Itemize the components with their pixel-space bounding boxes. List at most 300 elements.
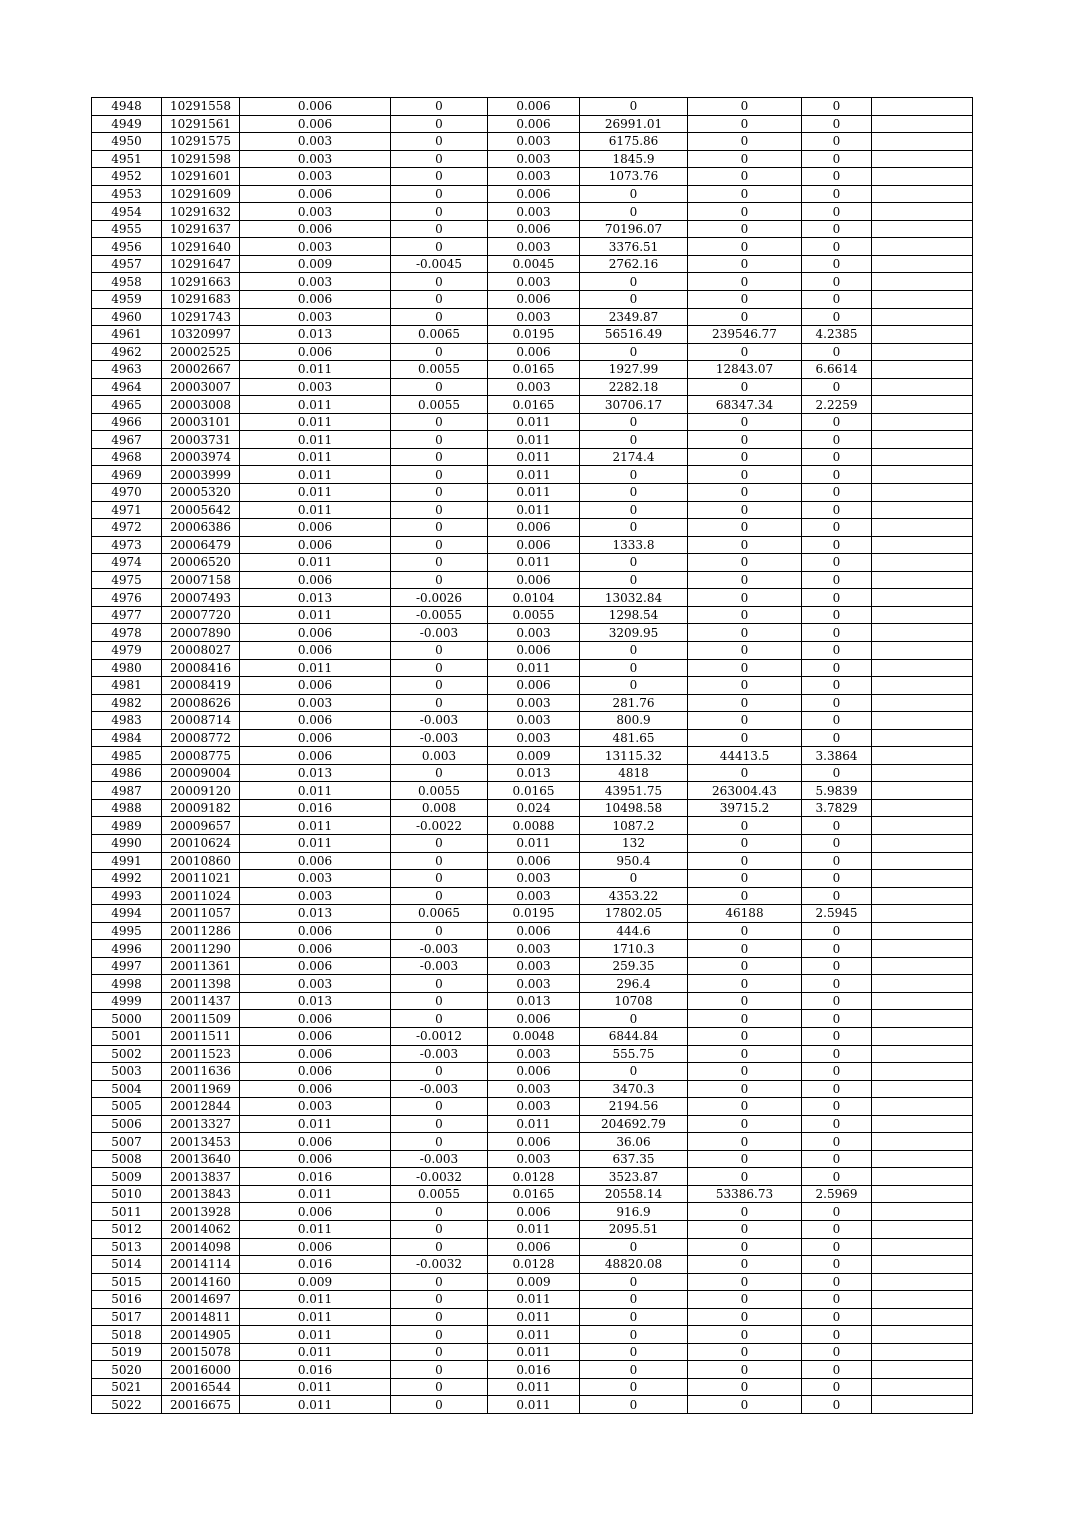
cell-item-id: 20009004	[162, 764, 240, 782]
table-row	[92, 519, 973, 537]
table-row	[92, 747, 973, 765]
cell-row-index: 5016	[92, 1291, 162, 1309]
table-row	[92, 185, 973, 203]
cell-adjustment: -0.003	[391, 729, 488, 747]
cell-value-b: 0.006	[488, 115, 580, 133]
cell-total: 68347.34	[688, 396, 802, 414]
cell-ratio: 0	[802, 571, 872, 589]
cell-value-b: 0.011	[488, 1221, 580, 1239]
cell-blank	[872, 834, 973, 852]
cell-value-b: 0.003	[488, 168, 580, 186]
cell-total: 39715.2	[688, 799, 802, 817]
cell-ratio: 0	[802, 852, 872, 870]
cell-total: 0	[688, 150, 802, 168]
cell-amount: 0	[580, 1361, 688, 1379]
cell-total: 0	[688, 501, 802, 519]
table-row	[92, 1080, 973, 1098]
cell-adjustment: 0	[391, 834, 488, 852]
cell-amount: 0	[580, 519, 688, 537]
cell-blank	[872, 220, 973, 238]
cell-value-b: 0.006	[488, 291, 580, 309]
cell-total: 0	[688, 1150, 802, 1168]
cell-amount: 950.4	[580, 852, 688, 870]
cell-amount: 70196.07	[580, 220, 688, 238]
cell-ratio: 2.5969	[802, 1185, 872, 1203]
cell-item-id: 10291575	[162, 133, 240, 151]
cell-value-b: 0.003	[488, 694, 580, 712]
cell-value-b: 0.011	[488, 431, 580, 449]
cell-amount: 6175.86	[580, 133, 688, 151]
cell-ratio: 0	[802, 1010, 872, 1028]
cell-item-id: 20008775	[162, 747, 240, 765]
cell-blank	[872, 1361, 973, 1379]
cell-blank	[872, 326, 973, 344]
cell-value-a: 0.009	[240, 255, 391, 273]
table-row	[92, 484, 973, 502]
cell-value-b: 0.011	[488, 466, 580, 484]
cell-amount: 0	[580, 641, 688, 659]
cell-adjustment: 0.0055	[391, 1185, 488, 1203]
cell-value-a: 0.006	[240, 1080, 391, 1098]
cell-total: 0	[688, 659, 802, 677]
cell-ratio: 0	[802, 1343, 872, 1361]
cell-blank	[872, 291, 973, 309]
cell-amount: 20558.14	[580, 1185, 688, 1203]
table-row	[92, 1361, 973, 1379]
cell-item-id: 20013843	[162, 1185, 240, 1203]
cell-value-b: 0.003	[488, 870, 580, 888]
cell-blank	[872, 1150, 973, 1168]
cell-adjustment: 0	[391, 519, 488, 537]
cell-amount: 0	[580, 1343, 688, 1361]
cell-value-a: 0.006	[240, 1238, 391, 1256]
cell-value-a: 0.006	[240, 571, 391, 589]
cell-total: 0	[688, 466, 802, 484]
cell-amount: 0	[580, 1010, 688, 1028]
cell-item-id: 20003007	[162, 378, 240, 396]
cell-value-a: 0.011	[240, 659, 391, 677]
cell-amount: 26991.01	[580, 115, 688, 133]
cell-row-index: 4979	[92, 641, 162, 659]
cell-ratio: 0	[802, 220, 872, 238]
cell-total: 0	[688, 1273, 802, 1291]
cell-amount: 0	[580, 1378, 688, 1396]
cell-adjustment: 0	[391, 1221, 488, 1239]
cell-value-b: 0.003	[488, 1150, 580, 1168]
cell-adjustment: 0	[391, 554, 488, 572]
cell-value-a: 0.006	[240, 536, 391, 554]
cell-value-b: 0.011	[488, 413, 580, 431]
cell-adjustment: 0.008	[391, 799, 488, 817]
cell-amount: 2349.87	[580, 308, 688, 326]
cell-adjustment: 0	[391, 694, 488, 712]
cell-total: 0	[688, 1326, 802, 1344]
cell-item-id: 20012844	[162, 1098, 240, 1116]
cell-item-id: 20006520	[162, 554, 240, 572]
cell-row-index: 4953	[92, 185, 162, 203]
cell-amount: 1087.2	[580, 817, 688, 835]
cell-item-id: 20011021	[162, 870, 240, 888]
cell-ratio: 0	[802, 1063, 872, 1081]
cell-value-a: 0.003	[240, 694, 391, 712]
cell-amount: 0	[580, 870, 688, 888]
cell-blank	[872, 729, 973, 747]
cell-ratio: 0	[802, 712, 872, 730]
cell-adjustment: -0.003	[391, 957, 488, 975]
cell-ratio: 0	[802, 466, 872, 484]
cell-row-index: 5017	[92, 1308, 162, 1326]
cell-value-b: 0.0048	[488, 1027, 580, 1045]
cell-blank	[872, 992, 973, 1010]
cell-blank	[872, 589, 973, 607]
cell-item-id: 10291647	[162, 255, 240, 273]
cell-amount: 3209.95	[580, 624, 688, 642]
table-row	[92, 940, 973, 958]
cell-amount: 0	[580, 1291, 688, 1309]
cell-item-id: 20003008	[162, 396, 240, 414]
cell-item-id: 10291683	[162, 291, 240, 309]
cell-item-id: 20006386	[162, 519, 240, 537]
cell-value-a: 0.006	[240, 677, 391, 695]
table-row	[92, 834, 973, 852]
table-row	[92, 1098, 973, 1116]
cell-total: 0	[688, 378, 802, 396]
cell-adjustment: 0	[391, 1238, 488, 1256]
cell-adjustment: 0	[391, 273, 488, 291]
cell-value-a: 0.006	[240, 291, 391, 309]
cell-value-b: 0.006	[488, 536, 580, 554]
cell-ratio: 6.6614	[802, 361, 872, 379]
cell-row-index: 5010	[92, 1185, 162, 1203]
cell-row-index: 4965	[92, 396, 162, 414]
cell-amount: 0	[580, 1396, 688, 1414]
cell-item-id: 20011437	[162, 992, 240, 1010]
cell-item-id: 20013640	[162, 1150, 240, 1168]
cell-amount: 0	[580, 677, 688, 695]
cell-ratio: 0	[802, 413, 872, 431]
table-row	[92, 1168, 973, 1186]
cell-row-index: 4972	[92, 519, 162, 537]
cell-row-index: 5015	[92, 1273, 162, 1291]
table-row	[92, 536, 973, 554]
cell-adjustment: 0	[391, 133, 488, 151]
cell-amount: 3376.51	[580, 238, 688, 256]
cell-adjustment: 0	[391, 1326, 488, 1344]
cell-item-id: 20003101	[162, 413, 240, 431]
cell-adjustment: 0	[391, 98, 488, 116]
table-row	[92, 115, 973, 133]
cell-value-a: 0.011	[240, 396, 391, 414]
cell-value-a: 0.011	[240, 431, 391, 449]
cell-ratio: 5.9839	[802, 782, 872, 800]
cell-ratio: 0	[802, 1168, 872, 1186]
cell-value-b: 0.0055	[488, 606, 580, 624]
table-row	[92, 641, 973, 659]
table-row	[92, 677, 973, 695]
cell-value-b: 0.011	[488, 1291, 580, 1309]
cell-total: 0	[688, 729, 802, 747]
cell-total: 0	[688, 1027, 802, 1045]
cell-row-index: 4976	[92, 589, 162, 607]
cell-amount: 1073.76	[580, 168, 688, 186]
cell-adjustment: 0	[391, 115, 488, 133]
cell-row-index: 5021	[92, 1378, 162, 1396]
cell-total: 0	[688, 308, 802, 326]
cell-blank	[872, 887, 973, 905]
cell-total: 0	[688, 448, 802, 466]
cell-amount: 0	[580, 1273, 688, 1291]
cell-item-id: 10291663	[162, 273, 240, 291]
cell-amount: 30706.17	[580, 396, 688, 414]
cell-value-a: 0.006	[240, 519, 391, 537]
cell-blank	[872, 1291, 973, 1309]
cell-value-a: 0.011	[240, 782, 391, 800]
table-row	[92, 1150, 973, 1168]
cell-value-a: 0.011	[240, 1326, 391, 1344]
table-row	[92, 378, 973, 396]
cell-blank	[872, 1221, 973, 1239]
cell-value-b: 0.006	[488, 1133, 580, 1151]
cell-ratio: 0	[802, 448, 872, 466]
cell-ratio: 0	[802, 957, 872, 975]
cell-value-a: 0.016	[240, 1256, 391, 1274]
cell-value-b: 0.0165	[488, 361, 580, 379]
cell-amount: 0	[580, 431, 688, 449]
cell-adjustment: 0	[391, 378, 488, 396]
table-row	[92, 255, 973, 273]
cell-blank	[872, 431, 973, 449]
cell-value-b: 0.0165	[488, 1185, 580, 1203]
cell-row-index: 5003	[92, 1063, 162, 1081]
cell-amount: 0	[580, 554, 688, 572]
cell-amount: 1845.9	[580, 150, 688, 168]
cell-value-b: 0.011	[488, 554, 580, 572]
cell-amount: 2095.51	[580, 1221, 688, 1239]
table-row	[92, 1273, 973, 1291]
cell-value-a: 0.003	[240, 975, 391, 993]
cell-adjustment: 0	[391, 1203, 488, 1221]
cell-adjustment: 0	[391, 308, 488, 326]
cell-value-b: 0.003	[488, 150, 580, 168]
cell-amount: 296.4	[580, 975, 688, 993]
cell-amount: 3523.87	[580, 1168, 688, 1186]
cell-item-id: 20011969	[162, 1080, 240, 1098]
cell-adjustment: -0.003	[391, 624, 488, 642]
cell-value-b: 0.011	[488, 1115, 580, 1133]
cell-item-id: 20003974	[162, 448, 240, 466]
cell-value-a: 0.003	[240, 1098, 391, 1116]
cell-total: 0	[688, 1045, 802, 1063]
cell-ratio: 0	[802, 1361, 872, 1379]
table-row	[92, 799, 973, 817]
table-row	[92, 887, 973, 905]
cell-value-b: 0.006	[488, 519, 580, 537]
cell-blank	[872, 466, 973, 484]
cell-amount: 13115.32	[580, 747, 688, 765]
cell-value-b: 0.003	[488, 887, 580, 905]
cell-item-id: 10291743	[162, 308, 240, 326]
cell-amount: 56516.49	[580, 326, 688, 344]
cell-blank	[872, 694, 973, 712]
cell-total: 0	[688, 203, 802, 221]
cell-total: 239546.77	[688, 326, 802, 344]
cell-row-index: 4970	[92, 484, 162, 502]
cell-item-id: 10291561	[162, 115, 240, 133]
cell-row-index: 5019	[92, 1343, 162, 1361]
cell-amount: 6844.84	[580, 1027, 688, 1045]
cell-ratio: 0	[802, 1203, 872, 1221]
cell-amount: 0	[580, 501, 688, 519]
cell-ratio: 4.2385	[802, 326, 872, 344]
cell-value-a: 0.011	[240, 1396, 391, 1414]
cell-item-id: 20014697	[162, 1291, 240, 1309]
cell-value-b: 0.011	[488, 1396, 580, 1414]
cell-value-b: 0.0045	[488, 255, 580, 273]
cell-value-a: 0.006	[240, 641, 391, 659]
cell-total: 0	[688, 1291, 802, 1309]
table-row	[92, 905, 973, 923]
table-row	[92, 413, 973, 431]
cell-row-index: 5000	[92, 1010, 162, 1028]
cell-blank	[872, 975, 973, 993]
cell-blank	[872, 1203, 973, 1221]
table-row	[92, 571, 973, 589]
cell-total: 0	[688, 168, 802, 186]
table-row	[92, 98, 973, 116]
cell-ratio: 0	[802, 992, 872, 1010]
table-row	[92, 659, 973, 677]
cell-blank	[872, 115, 973, 133]
cell-value-a: 0.006	[240, 343, 391, 361]
cell-ratio: 0	[802, 554, 872, 572]
cell-amount: 0	[580, 413, 688, 431]
cell-value-a: 0.003	[240, 308, 391, 326]
cell-value-a: 0.006	[240, 624, 391, 642]
cell-item-id: 20008714	[162, 712, 240, 730]
table-row	[92, 712, 973, 730]
cell-adjustment: 0	[391, 466, 488, 484]
table-row	[92, 1308, 973, 1326]
cell-value-b: 0.0128	[488, 1256, 580, 1274]
cell-item-id: 20014062	[162, 1221, 240, 1239]
cell-item-id: 20014098	[162, 1238, 240, 1256]
cell-item-id: 20014811	[162, 1308, 240, 1326]
cell-adjustment: -0.0026	[391, 589, 488, 607]
cell-total: 0	[688, 1010, 802, 1028]
cell-blank	[872, 273, 973, 291]
cell-value-b: 0.006	[488, 1203, 580, 1221]
cell-item-id: 20007720	[162, 606, 240, 624]
cell-amount: 0	[580, 1238, 688, 1256]
cell-adjustment: 0	[391, 641, 488, 659]
cell-row-index: 4964	[92, 378, 162, 396]
cell-adjustment: 0	[391, 484, 488, 502]
cell-blank	[872, 1256, 973, 1274]
cell-row-index: 4993	[92, 887, 162, 905]
cell-item-id: 20003999	[162, 466, 240, 484]
cell-adjustment: 0	[391, 677, 488, 695]
cell-blank	[872, 641, 973, 659]
cell-adjustment: -0.003	[391, 940, 488, 958]
cell-item-id: 20008626	[162, 694, 240, 712]
cell-value-a: 0.006	[240, 729, 391, 747]
cell-item-id: 20013327	[162, 1115, 240, 1133]
cell-adjustment: -0.003	[391, 1080, 488, 1098]
table-row	[92, 150, 973, 168]
cell-row-index: 5020	[92, 1361, 162, 1379]
cell-adjustment: 0	[391, 413, 488, 431]
cell-row-index: 5011	[92, 1203, 162, 1221]
cell-value-b: 0.024	[488, 799, 580, 817]
cell-blank	[872, 922, 973, 940]
cell-row-index: 5018	[92, 1326, 162, 1344]
cell-item-id: 20002667	[162, 361, 240, 379]
cell-blank	[872, 448, 973, 466]
cell-item-id: 10291632	[162, 203, 240, 221]
cell-value-b: 0.003	[488, 203, 580, 221]
cell-item-id: 20015078	[162, 1343, 240, 1361]
cell-item-id: 20008027	[162, 641, 240, 659]
cell-total: 0	[688, 413, 802, 431]
cell-value-b: 0.006	[488, 677, 580, 695]
cell-adjustment: 0	[391, 1098, 488, 1116]
cell-item-id: 20013928	[162, 1203, 240, 1221]
cell-blank	[872, 817, 973, 835]
cell-item-id: 20016000	[162, 1361, 240, 1379]
cell-blank	[872, 133, 973, 151]
table-row	[92, 448, 973, 466]
cell-value-a: 0.011	[240, 1185, 391, 1203]
table-row	[92, 1133, 973, 1151]
cell-adjustment: 0	[391, 975, 488, 993]
cell-row-index: 4990	[92, 834, 162, 852]
cell-row-index: 4988	[92, 799, 162, 817]
cell-row-index: 4957	[92, 255, 162, 273]
cell-value-b: 0.003	[488, 133, 580, 151]
cell-amount: 17802.05	[580, 905, 688, 923]
cell-row-index: 5006	[92, 1115, 162, 1133]
cell-blank	[872, 554, 973, 572]
cell-ratio: 0	[802, 887, 872, 905]
cell-value-b: 0.003	[488, 1045, 580, 1063]
cell-adjustment: -0.0055	[391, 606, 488, 624]
cell-ratio: 0	[802, 1238, 872, 1256]
cell-row-index: 4967	[92, 431, 162, 449]
cell-adjustment: 0	[391, 1273, 488, 1291]
table-row	[92, 624, 973, 642]
cell-value-a: 0.011	[240, 1291, 391, 1309]
cell-value-b: 0.003	[488, 238, 580, 256]
cell-adjustment: 0.0065	[391, 326, 488, 344]
cell-total: 0	[688, 431, 802, 449]
cell-amount: 0	[580, 203, 688, 221]
cell-item-id: 20007158	[162, 571, 240, 589]
cell-ratio: 0	[802, 677, 872, 695]
cell-ratio: 0	[802, 940, 872, 958]
cell-value-a: 0.003	[240, 378, 391, 396]
cell-total: 0	[688, 992, 802, 1010]
cell-amount: 916.9	[580, 1203, 688, 1221]
table-row	[92, 957, 973, 975]
cell-row-index: 4974	[92, 554, 162, 572]
cell-total: 0	[688, 220, 802, 238]
cell-adjustment: 0.003	[391, 747, 488, 765]
cell-blank	[872, 378, 973, 396]
cell-value-b: 0.011	[488, 448, 580, 466]
cell-value-b: 0.0104	[488, 589, 580, 607]
cell-total: 0	[688, 694, 802, 712]
cell-total: 263004.43	[688, 782, 802, 800]
